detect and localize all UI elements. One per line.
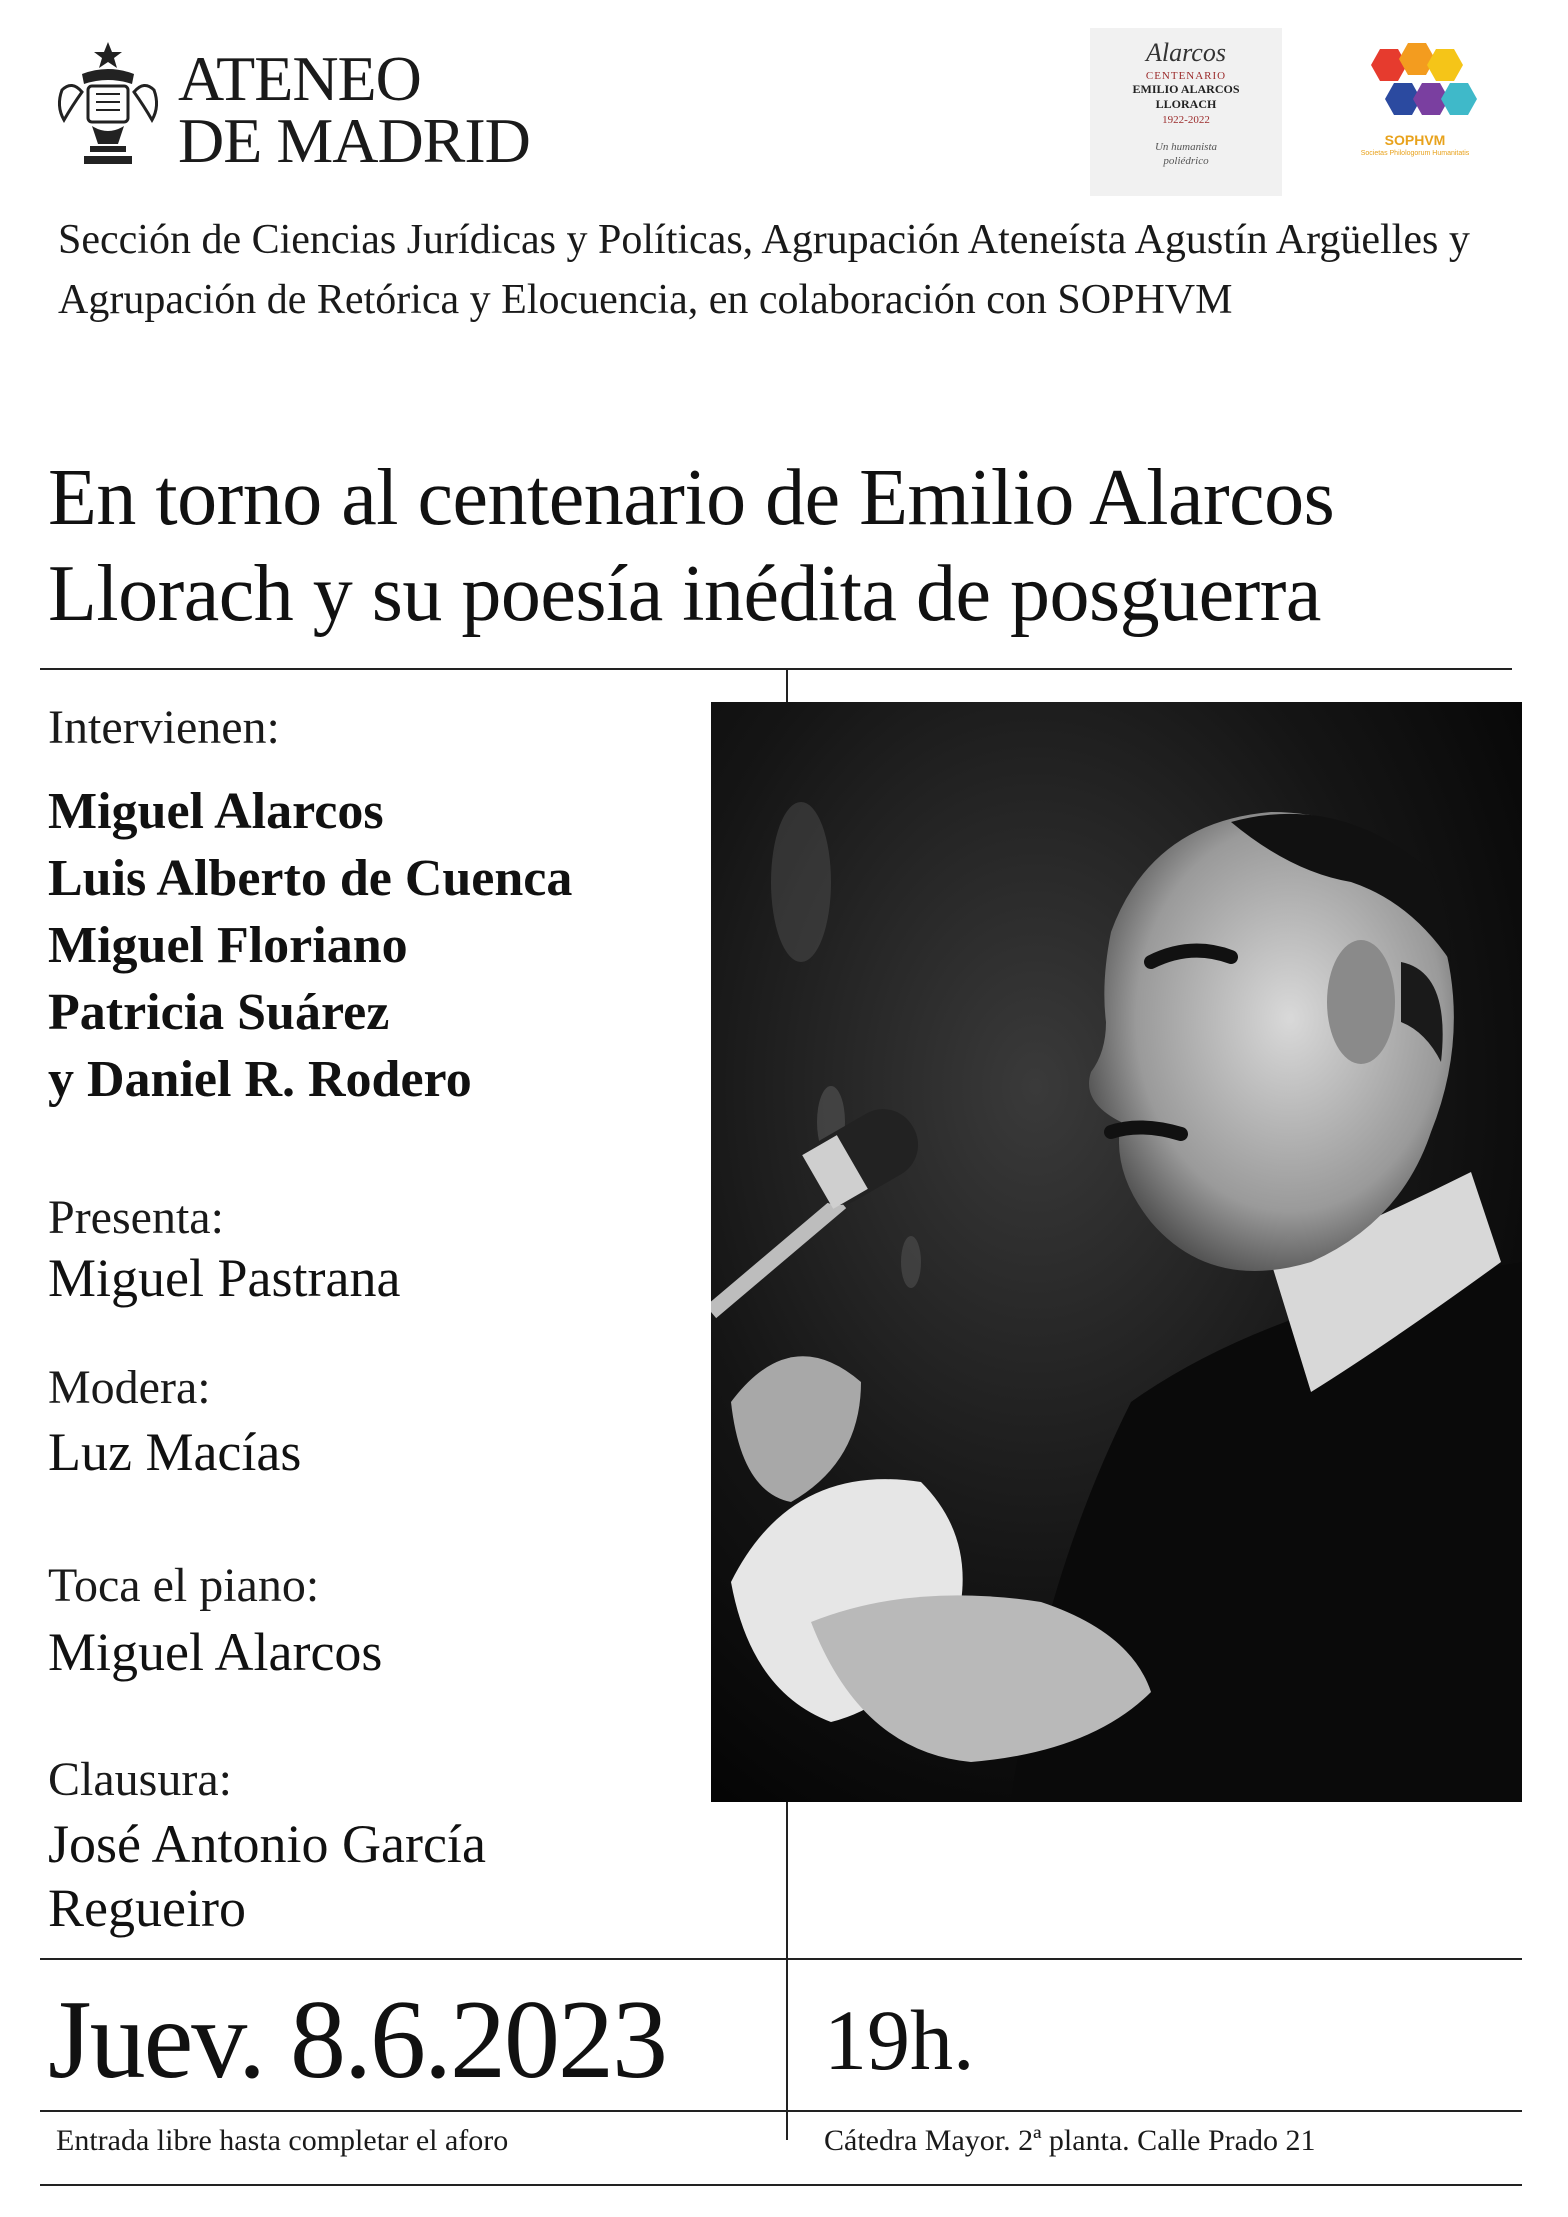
sophvm-name: SOPHVM	[1384, 132, 1446, 148]
speaker-name: Miguel Alarcos	[48, 783, 384, 840]
speakers-label: Intervienen:	[48, 701, 280, 754]
centenario-name-line-1: EMILIO ALARCOS	[1132, 82, 1240, 96]
centenario-label: CENTENARIO	[1145, 70, 1227, 82]
portrait-photo	[711, 702, 1522, 1802]
sophvm-subtitle: Societas Philologorum Humanitatis	[1360, 150, 1470, 157]
title-divider	[40, 668, 1512, 670]
presenter-name: Miguel Pastrana	[48, 1248, 401, 1308]
centenario-years: 1922-2022	[1162, 114, 1210, 126]
institution-line-1: ATENEO	[178, 43, 421, 114]
speakers-list	[48, 778, 572, 1113]
event-location: Cátedra Mayor. 2ª planta. Calle Prado 21	[824, 2124, 1316, 2157]
moderator-name: Luz Macías	[48, 1422, 302, 1482]
centenario-tagline-line-1: Un humanista	[1154, 141, 1218, 153]
speaker-name: Luis Alberto de Cuenca	[48, 850, 573, 907]
event-title-line-2: Llorach y su poesía inédita de posguerra	[48, 550, 1321, 638]
pianist-label: Toca el piano:	[48, 1559, 320, 1612]
closing-name-line-2: Regueiro	[48, 1878, 246, 1938]
event-time: 19h.	[824, 1992, 975, 2088]
event-title	[48, 450, 1538, 642]
speaker-name: Miguel Floriano	[48, 917, 408, 974]
presenter-label: Presenta:	[48, 1191, 224, 1244]
speaker-name: Patricia Suárez	[48, 984, 390, 1041]
entry-note: Entrada libre hasta completar el aforo	[56, 2124, 509, 2157]
footer-divider	[40, 2184, 1522, 2186]
centenario-tagline-line-2: poliédrico	[1163, 155, 1209, 167]
portrait-illustration	[711, 702, 1522, 1802]
centenario-name-line-2: LLORACH	[1155, 97, 1217, 111]
date-divider-top	[40, 1958, 1522, 1960]
pianist-name: Miguel Alarcos	[48, 1622, 383, 1682]
closing-label: Clausura:	[48, 1753, 232, 1806]
event-date: Juev. 8.6.2023	[48, 1978, 667, 2102]
institution-name	[178, 43, 530, 176]
institution-line-2: DE MADRID	[178, 105, 530, 176]
event-title-line-1: En torno al centenario de Emilio Alarcos	[48, 454, 1335, 542]
organizers-text: Sección de Ciencias Jurídicas y Políticas, Agrupación Ateneísta Agustín Argüelles y Agrupación de Retórica y Elocuencia, en colaboración con SOPHVM	[58, 217, 1470, 323]
closing-name-line-1: José Antonio García	[48, 1814, 486, 1874]
moderator-label: Modera:	[48, 1361, 211, 1414]
date-divider-bottom	[40, 2110, 1522, 2112]
speaker-name: y Daniel R. Rodero	[48, 1051, 472, 1108]
centenario-logo	[1090, 28, 1282, 196]
centenario-signature: Alarcos	[1146, 38, 1226, 67]
ateneo-crest-logo	[52, 40, 164, 170]
